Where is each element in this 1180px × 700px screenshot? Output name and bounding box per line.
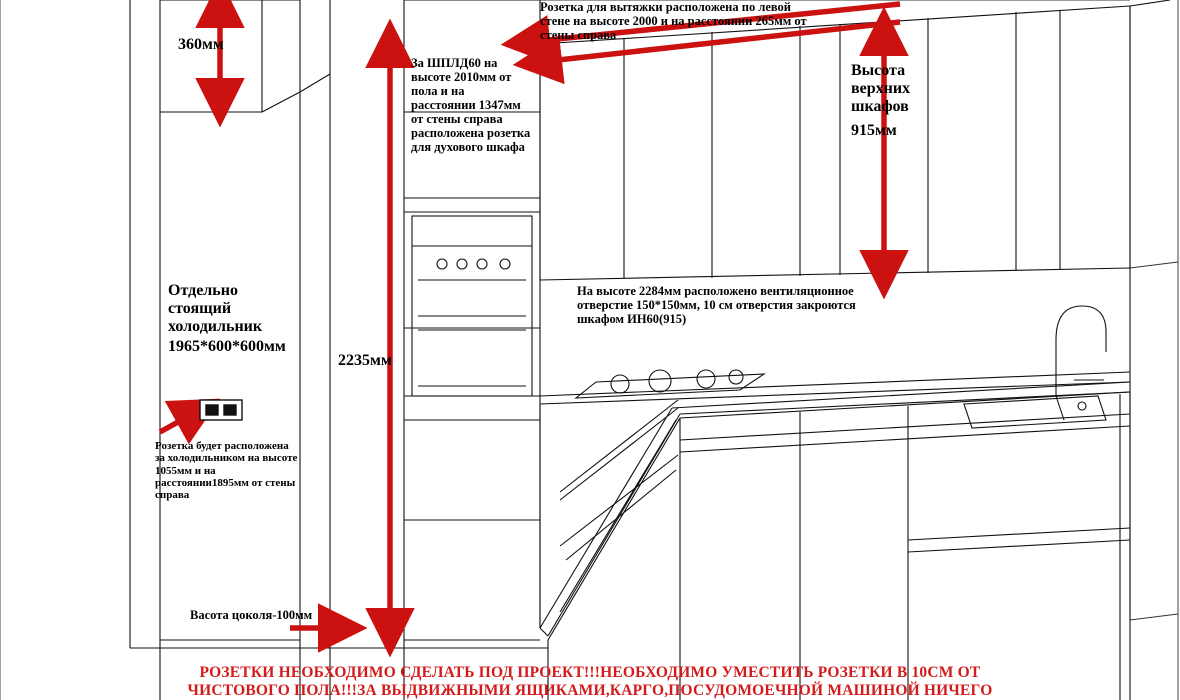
note-fridge-socket: Розетка будет расположена за холодильником на высоте 1055мм и на расстоянии1895мм от стены справа [155,440,298,502]
value-upper-cabinets-height: 915мм [851,122,897,139]
note-hood-socket: Розетка для вытяжки расположена по левой стене на высоте 2000 и на расстоянии 265мм от стены справа [540,0,807,42]
value-fridge-size: 1965*600*600мм [168,338,286,355]
socket-icon [200,400,242,420]
label-fridge: Отдельно стоящий холодильник [168,282,263,335]
label-upper-cabinets-height: Высота верхних шкафов [851,62,911,115]
bottom-warning-line2: ЧИСТОВОГО ПОЛА!!!ЗА ВЫДВИЖНЫМИ ЯЩИКАМИ,КАРГО,ПОСУДОМОЕЧНОЙ МАШИНОЙ НИЧЕГО [187,682,993,700]
bottom-warning-line1: РОЗЕТКИ НЕОБХОДИМО СДЕЛАТЬ ПОД ПРОЕКТ!!!НЕОБХОДИМО УМЕСТИТЬ РОЗЕТКИ В 10СМ ОТ [199,664,981,682]
dimension-plinth: Васота цоколя-100мм [190,608,313,622]
dimension-360mm: 360мм [178,36,224,53]
note-vent-opening: На высоте 2284мм расположено вентиляционное отверстие 150*150мм, 10 см отверстия закроются шкафом ИН60(915) [577,284,856,326]
bottom-warning [0,664,1180,700]
note-oven-socket: За ШПЛД60 на высоте 2010мм от пола и на расстоянии 1347мм от стены справа расположена розетка для духового шкафа [411,56,531,154]
dimension-2235mm: 2235мм [338,352,392,369]
